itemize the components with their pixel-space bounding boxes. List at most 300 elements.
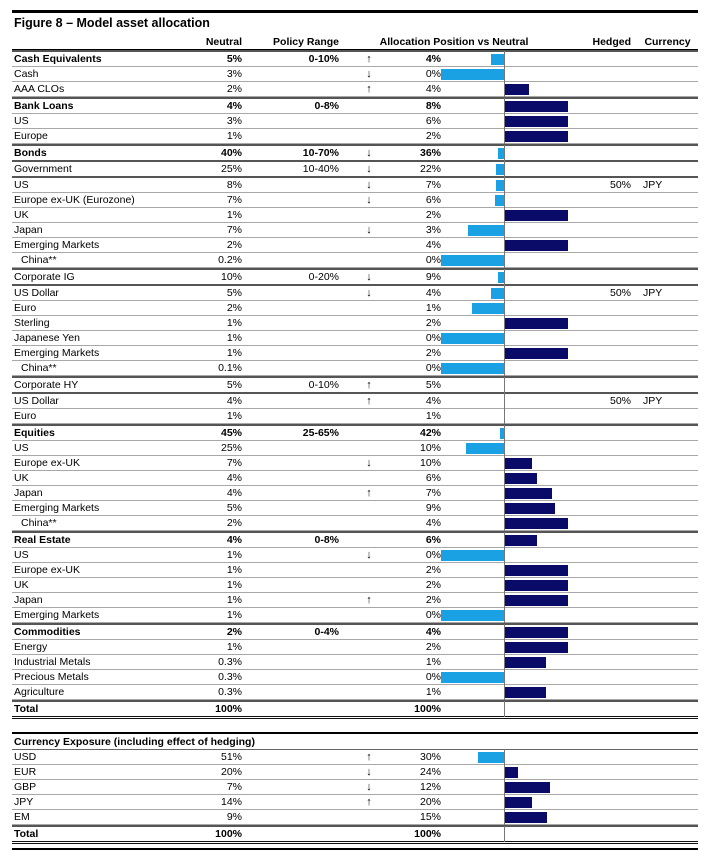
deviation-bar-cell (441, 67, 569, 81)
neutral-value: 14% (220, 796, 242, 808)
table-row (12, 223, 698, 238)
underweight-bar (441, 255, 504, 266)
table-row (12, 765, 698, 780)
row-label: Commodities (14, 626, 81, 638)
underweight-bar (466, 443, 504, 454)
allocation-value: 4% (425, 83, 441, 95)
row-label: US (14, 179, 29, 191)
overweight-bar (505, 348, 568, 359)
bar-axis-line (504, 377, 505, 393)
table-row (12, 501, 698, 516)
allocation-value: 10% (419, 442, 441, 454)
allocation-value: 9% (425, 271, 441, 283)
neutral-value: 40% (220, 147, 242, 159)
deviation-bar-cell (441, 640, 569, 654)
underweight-bar (441, 363, 504, 374)
row-label: EUR (14, 766, 37, 778)
overweight-bar (505, 101, 568, 112)
overweight-bar (505, 687, 546, 698)
policy-range-value: 10-40% (302, 163, 339, 175)
arrow-up-icon: ↑ (366, 487, 372, 499)
deviation-bar-cell (441, 501, 569, 515)
row-label: US (14, 115, 29, 127)
allocation-value: 7% (425, 487, 441, 499)
overweight-bar (505, 657, 546, 668)
table-row (12, 531, 698, 548)
allocation-value: 0% (425, 68, 441, 80)
underweight-bar (491, 288, 504, 299)
arrow-down-icon: ↓ (366, 766, 372, 778)
policy-range-value: 25-65% (302, 427, 339, 439)
hedged-value: 50% (609, 395, 631, 407)
table-row (12, 208, 698, 223)
neutral-value: 4% (226, 534, 242, 546)
deviation-bar-cell (441, 346, 569, 360)
deviation-bar-cell (441, 253, 569, 267)
neutral-value: 51% (220, 751, 242, 763)
neutral-value: 5% (226, 287, 242, 299)
neutral-value: 2% (226, 517, 242, 529)
overweight-bar (505, 535, 537, 546)
neutral-value: 1% (226, 317, 242, 329)
neutral-value: 3% (226, 115, 242, 127)
overweight-bar (505, 518, 568, 529)
bar-axis-line (504, 300, 505, 316)
neutral-value: 1% (226, 130, 242, 142)
policy-range-value: 0-8% (314, 100, 339, 112)
row-label: Cash Equivalents (14, 53, 102, 65)
row-label: Euro (14, 302, 37, 314)
row-label: Emerging Markets (14, 609, 100, 621)
table-row (12, 700, 698, 719)
overweight-bar (505, 767, 518, 778)
allocation-value: 4% (425, 287, 441, 299)
neutral-value: 100% (215, 703, 242, 715)
table-row (12, 825, 698, 844)
neutral-value: 1% (226, 564, 242, 576)
arrow-up-icon: ↑ (366, 83, 372, 95)
allocation-value: 0% (425, 362, 441, 374)
policy-range-value: 0-20% (308, 271, 339, 283)
deviation-bar-cell (441, 608, 569, 622)
table-row (12, 114, 698, 129)
neutral-value: 1% (226, 332, 242, 344)
table-row (12, 655, 698, 670)
neutral-value: 1% (226, 549, 242, 561)
allocation-value: 1% (425, 302, 441, 314)
row-label: Equities (14, 427, 55, 439)
overweight-bar (505, 797, 532, 808)
row-label: EM (14, 811, 30, 823)
underweight-bar (441, 610, 504, 621)
bar-axis-line (504, 222, 505, 238)
row-label: Europe ex-UK (14, 457, 80, 469)
bar-axis-line (504, 749, 505, 765)
allocation-value: 6% (425, 115, 441, 127)
neutral-value: 0.3% (218, 686, 242, 698)
main-allocation-rows (12, 50, 698, 719)
allocation-value: 2% (425, 579, 441, 591)
row-label: Real Estate (14, 534, 71, 546)
allocation-value: 4% (425, 517, 441, 529)
allocation-value: 2% (425, 641, 441, 653)
underweight-bar (441, 333, 504, 344)
table-row (12, 316, 698, 331)
row-label: Cash (14, 68, 39, 80)
deviation-bar-cell (441, 441, 569, 455)
table-row (12, 471, 698, 486)
allocation-value: 5% (425, 379, 441, 391)
deviation-bar-cell (441, 486, 569, 500)
bar-axis-line (504, 330, 505, 346)
deviation-bar-cell (441, 378, 569, 392)
deviation-bar-cell (441, 471, 569, 485)
allocation-value: 4% (425, 53, 441, 65)
table-row (12, 129, 698, 144)
underweight-bar (441, 69, 504, 80)
deviation-bar-cell (441, 655, 569, 669)
deviation-bar-cell (441, 670, 569, 684)
neutral-value: 1% (226, 347, 242, 359)
currency-exposure-header: Currency Exposure (including effect of hedging) (12, 732, 698, 750)
allocation-value: 9% (425, 502, 441, 514)
table-row (12, 640, 698, 655)
allocation-value: 15% (419, 811, 441, 823)
row-label: Total (14, 703, 39, 715)
section-gap (12, 719, 698, 732)
row-label: US (14, 442, 29, 454)
hedged-value: 50% (609, 179, 631, 191)
underweight-bar (491, 54, 504, 65)
allocation-value: 2% (425, 317, 441, 329)
row-label: Bank Loans (14, 100, 74, 112)
row-label: UK (14, 579, 29, 591)
allocation-value: 1% (425, 686, 441, 698)
deviation-bar-cell (441, 685, 569, 699)
bar-axis-line (504, 547, 505, 563)
deviation-bar-cell (441, 702, 569, 716)
arrow-down-icon: ↓ (366, 68, 372, 80)
row-label: GBP (14, 781, 37, 793)
arrow-up-icon: ↑ (366, 594, 372, 606)
allocation-value: 1% (425, 410, 441, 422)
bar-axis-line (504, 440, 505, 456)
deviation-bar-cell (441, 146, 569, 160)
deviation-bar-cell (441, 223, 569, 237)
deviation-bar-cell (441, 593, 569, 607)
overweight-bar (505, 565, 568, 576)
allocation-value: 2% (425, 564, 441, 576)
arrow-down-icon: ↓ (366, 179, 372, 191)
deviation-bar-cell (441, 795, 569, 809)
deviation-bar-cell (441, 827, 569, 841)
deviation-bar-cell (441, 563, 569, 577)
table-row (12, 750, 698, 765)
table-row (12, 608, 698, 623)
row-label: US Dollar (14, 287, 59, 299)
row-label: Emerging Markets (14, 502, 100, 514)
underweight-bar (496, 164, 504, 175)
bar-axis-line (504, 360, 505, 376)
bar-axis-line (504, 285, 505, 301)
deviation-bar-cell (441, 394, 569, 408)
table-row (12, 144, 698, 162)
deviation-bar-cell (441, 516, 569, 530)
table-row (12, 67, 698, 82)
bar-axis-line (504, 51, 505, 67)
neutral-value: 0.2% (218, 254, 242, 266)
row-label: Japan (14, 487, 43, 499)
table-row (12, 456, 698, 471)
table-row (12, 670, 698, 685)
overweight-bar (505, 318, 568, 329)
allocation-value: 0% (425, 609, 441, 621)
table-row (12, 516, 698, 531)
bar-axis-line (504, 145, 505, 161)
allocation-table (12, 34, 698, 850)
policy-range-value: 10-70% (302, 147, 339, 159)
overweight-bar (505, 642, 568, 653)
arrow-down-icon: ↓ (366, 147, 372, 159)
table-row (12, 162, 698, 178)
neutral-value: 1% (226, 594, 242, 606)
neutral-value: 4% (226, 487, 242, 499)
deviation-bar-cell (441, 533, 569, 547)
bar-axis-line (504, 607, 505, 623)
table-row (12, 331, 698, 346)
deviation-bar-cell (441, 52, 569, 66)
currency-value: JPY (643, 395, 663, 407)
table-row (12, 780, 698, 795)
bar-axis-line (504, 669, 505, 685)
allocation-value: 2% (425, 594, 441, 606)
deviation-bar-cell (441, 331, 569, 345)
arrow-up-icon: ↑ (366, 53, 372, 65)
table-row (12, 301, 698, 316)
policy-range-value: 0-8% (314, 534, 339, 546)
row-label: Energy (14, 641, 48, 653)
table-row (12, 193, 698, 208)
deviation-bar-cell (441, 578, 569, 592)
row-label: Agriculture (14, 686, 65, 698)
allocation-value: 1% (425, 656, 441, 668)
row-label: China** (21, 254, 57, 266)
table-row (12, 97, 698, 114)
neutral-value: 10% (220, 271, 242, 283)
row-label: Precious Metals (14, 671, 89, 683)
table-row (12, 486, 698, 501)
row-label: Japan (14, 224, 43, 236)
table-row (12, 253, 698, 268)
neutral-value: 7% (226, 781, 242, 793)
bar-axis-line (504, 408, 505, 424)
underweight-bar (495, 195, 504, 206)
overweight-bar (505, 782, 550, 793)
allocation-value: 0% (425, 671, 441, 683)
allocation-value: 100% (414, 703, 441, 715)
neutral-value: 4% (226, 472, 242, 484)
deviation-bar-cell (441, 238, 569, 252)
deviation-bar-cell (441, 270, 569, 284)
bar-axis-line (504, 393, 505, 409)
overweight-bar (505, 488, 552, 499)
neutral-value: 100% (215, 828, 242, 840)
deviation-bar-cell (441, 301, 569, 315)
overweight-bar (505, 473, 537, 484)
row-label: USD (14, 751, 37, 763)
allocation-value: 8% (425, 100, 441, 112)
deviation-bar-cell (441, 82, 569, 96)
allocation-value: 36% (419, 147, 441, 159)
deviation-bar-cell (441, 548, 569, 562)
row-label: JPY (14, 796, 34, 808)
overweight-bar (505, 580, 568, 591)
deviation-bar-cell (441, 409, 569, 423)
arrow-down-icon: ↓ (366, 271, 372, 283)
table-row (12, 424, 698, 441)
arrow-down-icon: ↓ (366, 457, 372, 469)
allocation-value: 12% (419, 781, 441, 793)
underweight-bar (498, 272, 504, 283)
overweight-bar (505, 84, 529, 95)
row-label: US (14, 549, 29, 561)
row-label: UK (14, 472, 29, 484)
allocation-value: 4% (425, 395, 441, 407)
neutral-value: 0.3% (218, 656, 242, 668)
allocation-value: 0% (425, 254, 441, 266)
neutral-value: 7% (226, 194, 242, 206)
underweight-bar (441, 672, 504, 683)
row-label: AAA CLOs (14, 83, 65, 95)
neutral-value: 4% (226, 100, 242, 112)
header-hedged: Hedged (592, 35, 631, 48)
policy-range-value: 0-4% (314, 626, 339, 638)
overweight-bar (505, 627, 568, 638)
table-row (12, 361, 698, 376)
underweight-bar (441, 550, 504, 561)
neutral-value: 2% (226, 239, 242, 251)
bar-axis-line (504, 269, 505, 285)
header-policy-range: Policy Range (273, 35, 339, 48)
row-label: Government (14, 163, 72, 175)
row-label: Industrial Metals (14, 656, 91, 668)
table-row (12, 346, 698, 361)
allocation-value: 10% (419, 457, 441, 469)
bar-axis-line (504, 66, 505, 82)
deviation-bar-cell (441, 162, 569, 176)
neutral-value: 8% (226, 179, 242, 191)
allocation-value: 0% (425, 549, 441, 561)
deviation-bar-cell (441, 426, 569, 440)
neutral-value: 45% (220, 427, 242, 439)
row-label: China** (21, 362, 57, 374)
arrow-down-icon: ↓ (366, 549, 372, 561)
row-label: Sterling (14, 317, 50, 329)
allocation-value: 42% (419, 427, 441, 439)
table-row (12, 286, 698, 301)
row-label: Europe ex-UK (14, 564, 80, 576)
row-label: UK (14, 209, 29, 221)
neutral-value: 7% (226, 224, 242, 236)
row-label: Japanese Yen (14, 332, 80, 344)
overweight-bar (505, 210, 568, 221)
allocation-value: 2% (425, 209, 441, 221)
bar-axis-line (504, 192, 505, 208)
deviation-bar-cell (441, 316, 569, 330)
underweight-bar (472, 303, 504, 314)
neutral-value: 2% (226, 83, 242, 95)
neutral-value: 3% (226, 68, 242, 80)
overweight-bar (505, 131, 568, 142)
deviation-bar-cell (441, 114, 569, 128)
table-row (12, 394, 698, 409)
row-label: China** (21, 517, 57, 529)
arrow-up-icon: ↑ (366, 395, 372, 407)
policy-range-value: 0-10% (308, 53, 339, 65)
neutral-value: 1% (226, 209, 242, 221)
deviation-bar-cell (441, 361, 569, 375)
neutral-value: 25% (220, 442, 242, 454)
allocation-value: 6% (425, 534, 441, 546)
overweight-bar (505, 116, 568, 127)
row-label: Emerging Markets (14, 347, 100, 359)
currency-value: JPY (643, 179, 663, 191)
underweight-bar (496, 180, 504, 191)
header-allocation-position: Allocation Position vs Neutral (379, 35, 529, 48)
underweight-bar (498, 148, 504, 159)
table-row (12, 795, 698, 810)
neutral-value: 1% (226, 609, 242, 621)
underweight-bar (478, 752, 504, 763)
underweight-bar (500, 428, 504, 439)
allocation-value: 2% (425, 347, 441, 359)
table-row (12, 623, 698, 640)
allocation-value: 0% (425, 332, 441, 344)
row-label: Europe ex-UK (Eurozone) (14, 194, 135, 206)
header-currency: Currency (644, 35, 691, 48)
underweight-bar (468, 225, 504, 236)
neutral-value: 1% (226, 641, 242, 653)
deviation-bar-cell (441, 193, 569, 207)
allocation-value: 22% (419, 163, 441, 175)
row-label: Total (14, 828, 39, 840)
table-row (12, 178, 698, 193)
overweight-bar (505, 240, 568, 251)
allocation-value: 100% (414, 828, 441, 840)
deviation-bar-cell (441, 99, 569, 113)
neutral-value: 9% (226, 811, 242, 823)
bar-axis-line (504, 252, 505, 268)
table-row (12, 376, 698, 394)
table-row (12, 578, 698, 593)
allocation-value: 20% (419, 796, 441, 808)
deviation-bar-cell (441, 178, 569, 192)
table-header-row (12, 34, 698, 50)
bar-axis-line (504, 161, 505, 177)
bar-axis-line (504, 425, 505, 441)
overweight-bar (505, 812, 547, 823)
table-row (12, 238, 698, 253)
arrow-down-icon: ↓ (366, 194, 372, 206)
row-label: Bonds (14, 147, 47, 159)
row-label: Japan (14, 594, 43, 606)
arrow-down-icon: ↓ (366, 287, 372, 299)
deviation-bar-cell (441, 810, 569, 824)
neutral-value: 5% (226, 53, 242, 65)
row-label: Europe (14, 130, 48, 142)
arrow-up-icon: ↑ (366, 796, 372, 808)
allocation-value: 30% (419, 751, 441, 763)
